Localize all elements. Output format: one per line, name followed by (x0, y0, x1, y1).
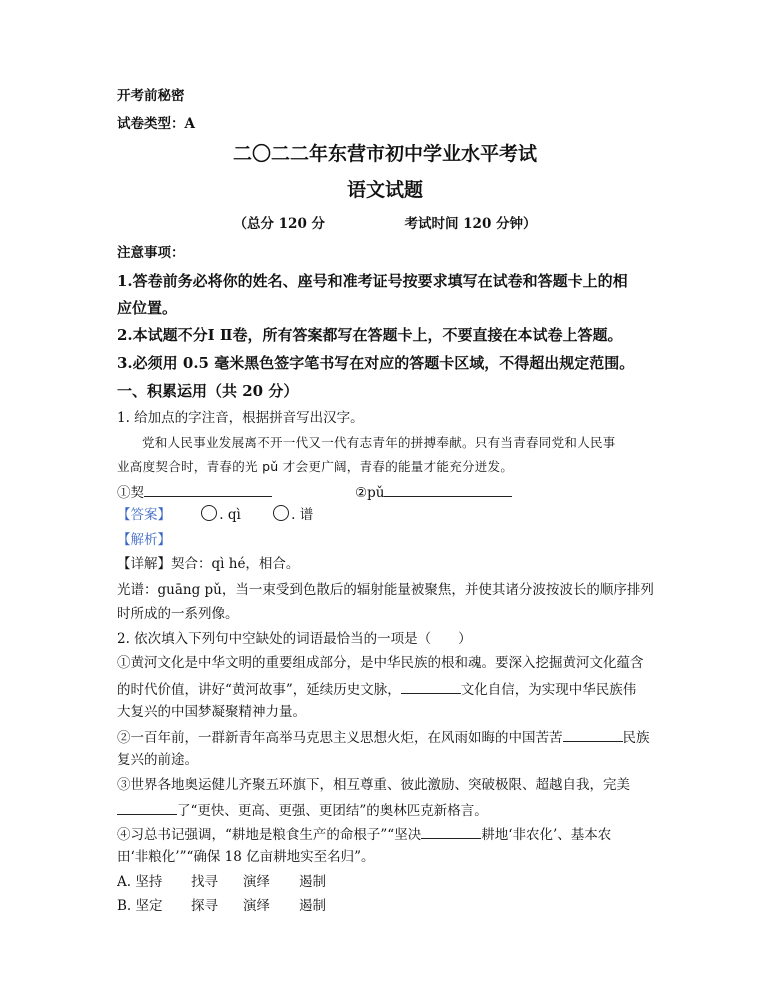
q2-prompt: 2. 依次填入下列句中空缺处的词语最恰当的一项是（ ） (117, 631, 472, 647)
q2-s4-text-a: ④习总书记强调，“耕地是粮食生产的命根子”“坚决 (117, 827, 422, 843)
q2-s1-line-2 (117, 678, 636, 700)
q2-s2-text-b: 民族 (622, 730, 650, 746)
q1-detail-line-1: 【详解】契合：qì hé，相合。 (117, 556, 300, 572)
q2-s3-line-2 (117, 799, 488, 821)
q2-blank-4 (421, 823, 481, 839)
option-b-word-4: 遏制 (299, 898, 326, 914)
blank-1-line (144, 481, 272, 497)
q1-answer-row (117, 505, 313, 525)
answer-2-marker (273, 505, 289, 521)
q1-blank-2 (355, 481, 512, 503)
q2-s1-line-3: 大复兴的中国梦凝聚精神力量。 (117, 704, 306, 720)
exam-title: 二〇二二年东营市初中学业水平考试 (232, 143, 537, 165)
option-a-word-2: 找寻 (191, 874, 218, 890)
q2-blank-1 (401, 678, 461, 694)
answer-1: . qì (219, 507, 241, 523)
note-3: 3.必须用 0.5 毫米黑色签字笔书写在对应的答题卡区域，不得超出规定范围。 (117, 354, 635, 372)
q1-passage-line-2: 业高度契合时，青春的光 pǔ 才会更广阔，青春的能量才能充分迸发。 (117, 459, 514, 474)
q2-s4-line-2: 田‘非粮化’”“确保 18 亿亩耕地实至名归”。 (117, 849, 375, 865)
q2-s3-text-b: 了“更快、更高、更强、更团结”的奥林匹克新格言。 (177, 803, 488, 819)
q1-detail-line-3: 时所成的一系列像。 (117, 606, 239, 622)
option-a-word-4: 遏制 (299, 874, 326, 890)
exam-info (0, 214, 770, 234)
option-b-word-3: 演绎 (243, 898, 270, 914)
q2-s3-line-1: ③世界各地奥运健儿齐聚五环旗下，相互尊重、彼此激励、突破极限、超越自我，完美 (117, 777, 630, 793)
q2-option-a (117, 872, 326, 892)
q2-s2-line-2: 复兴的前途。 (117, 752, 198, 768)
q2-s4-line-1 (117, 823, 611, 845)
q2-blank-3 (117, 799, 177, 815)
q2-s1-text-b: 文化自信，为实现中华民族伟 (460, 682, 637, 698)
exam-subtitle: 语文试题 (346, 179, 423, 201)
analysis-tag: 【解析】 (117, 532, 171, 548)
note-1-line-1: 1.答卷前务必将你的姓名、座号和准考证号按要求填写在试卷和答题卡上的相 (117, 272, 628, 290)
q2-s1-line-1: ①黄河文化是中华文明的重要组成部分，是中华民族的根和魂。要深入挖掘黄河文化蕴含 (117, 655, 644, 671)
section-1-heading: 一、积累运用（共 20 分） (117, 382, 299, 400)
q2-option-b (117, 896, 326, 916)
note-2: 2.本试题不分Ⅰ Ⅱ卷，所有答案都写在答题卡上，不要直接在本试卷上答题。 (117, 326, 623, 344)
option-b-word-1: B. 坚定 (117, 898, 163, 914)
note-1-line-2: 应位置。 (117, 299, 178, 317)
blank-1-label: ①契 (117, 485, 144, 501)
paper-type: 试卷类型：A (117, 116, 195, 132)
exam-time: 考试时间 120 分钟） (404, 216, 537, 232)
q2-s2-text-a: ②一百年前，一群新青年高举马克思主义思想火炬，在风雨如晦的中国苦苦 (117, 730, 563, 746)
q2-s2-line-1 (117, 726, 650, 748)
q1-passage-line-1: 党和人民事业发展离不开一代又一代有志青年的拼搏奉献。只有当青春同党和人民事 (142, 435, 616, 450)
option-a-word-3: 演绎 (243, 874, 270, 890)
total-score: （总分 120 分 (233, 216, 326, 232)
q1-detail-line-2: 光谱：guāng pǔ，当一束受到色散后的辐射能量被聚焦，并使其诸分波按波长的顺序排列 (117, 582, 654, 598)
answer-2: . 谱 (291, 507, 314, 523)
q2-s1-text-a: 的时代价值，讲好“黄河故事”，延续历史文脉， (117, 682, 401, 698)
blank-2-line (384, 481, 512, 497)
q2-s4-text-b: 耕地‘非农化’、基本农 (481, 827, 612, 843)
q2-blank-2 (563, 726, 623, 742)
answer-1-marker (201, 505, 217, 521)
q1-blank-1 (117, 481, 272, 503)
option-b-word-2: 探寻 (191, 898, 218, 914)
q1-prompt: 1. 给加点的字注音，根据拼音写出汉字。 (117, 410, 364, 426)
option-a-word-1: A. 坚持 (117, 874, 163, 890)
notes-heading: 注意事项： (117, 245, 185, 261)
blank-2-label: ②pǔ (355, 485, 385, 501)
answer-tag: 【答案】 (117, 507, 171, 523)
secret-label: 开考前秘密 (117, 88, 185, 104)
